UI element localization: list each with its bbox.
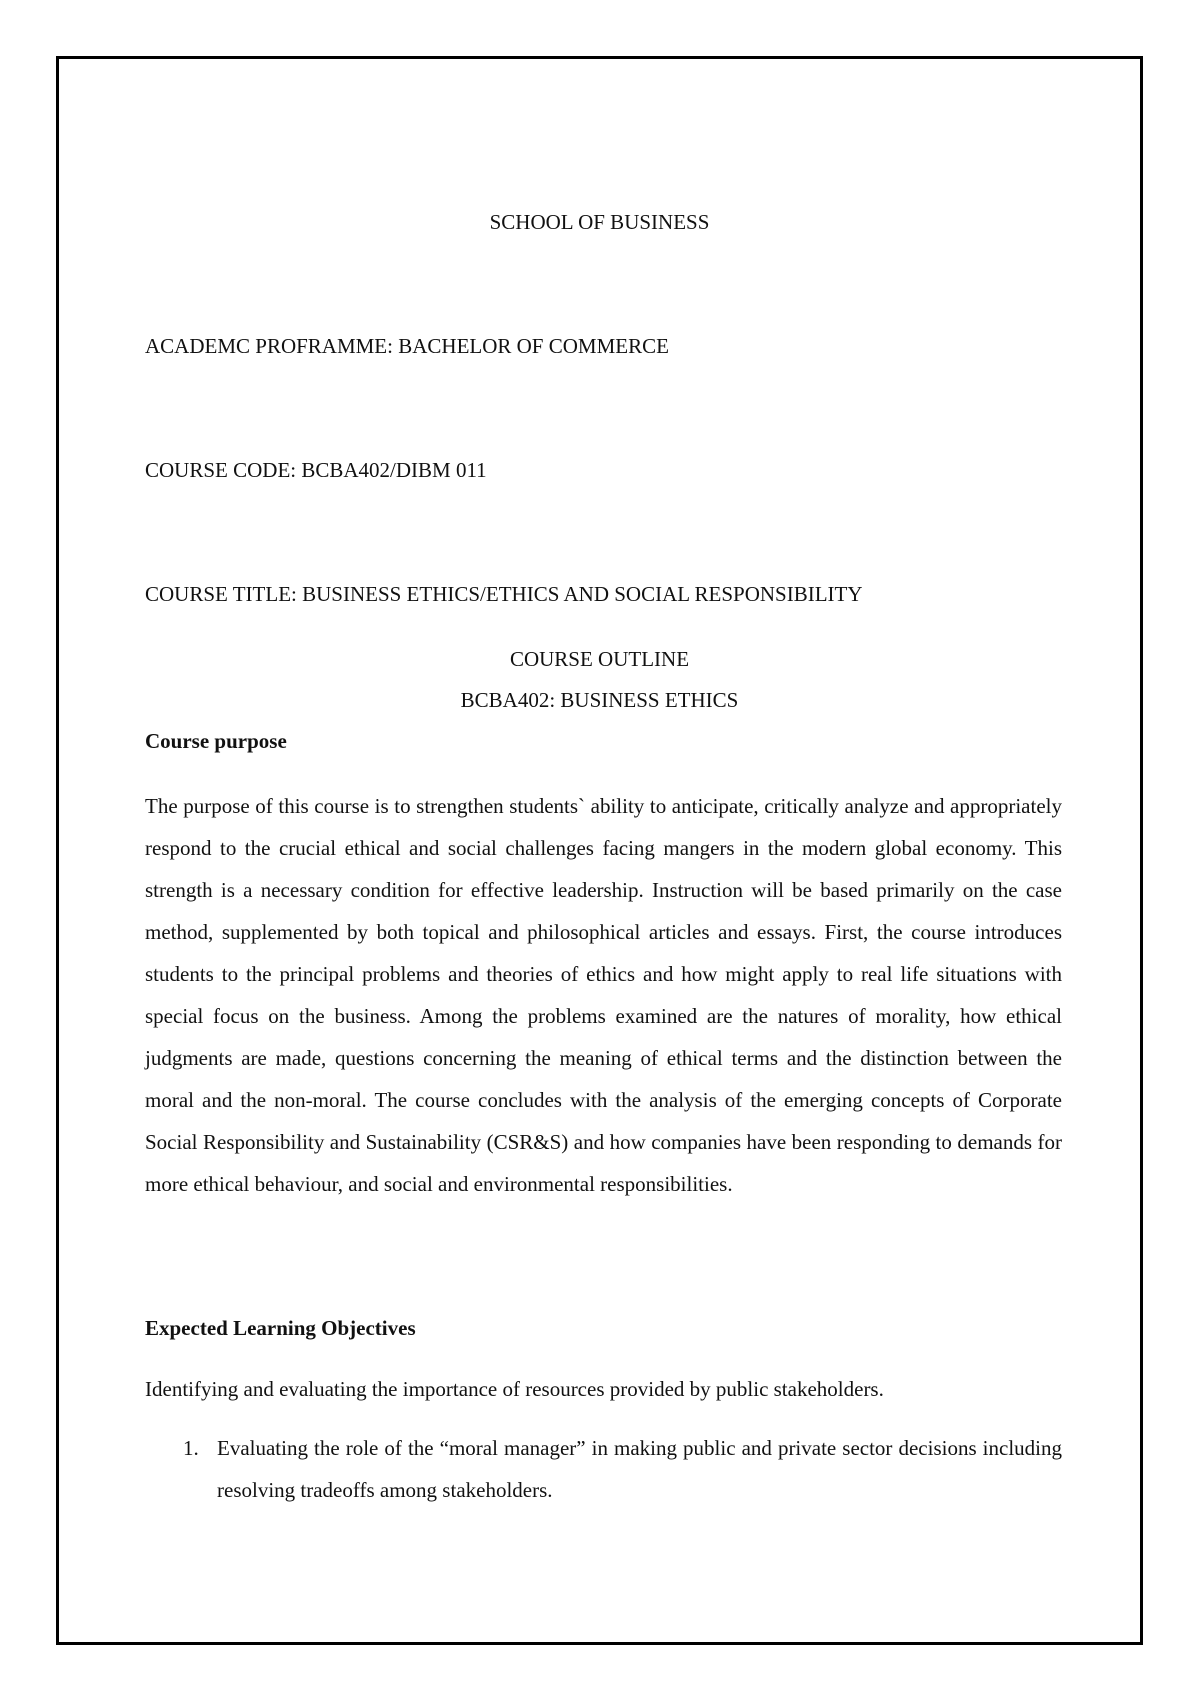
school-title: SCHOOL OF BUSINESS <box>489 210 710 234</box>
course-code-line: COURSE CODE: BCBA402/DIBM 011 <box>145 458 487 482</box>
purpose-heading: Course purpose <box>145 729 287 753</box>
outline-subtitle: BCBA402: BUSINESS ETHICS <box>460 688 739 712</box>
objectives-intro: Identifying and evaluating the importance of resources provided by public stakeholders. <box>145 1377 884 1401</box>
course-title-line: COURSE TITLE: BUSINESS ETHICS/ETHICS AND SOCIAL RESPONSIBILITY <box>145 582 863 606</box>
list-item-text: Evaluating the role of the “moral manager” in making public and private sector decisions including resolving tradeoffs among stakeholders. <box>217 1436 1062 1502</box>
objectives-heading: Expected Learning Objectives <box>145 1316 416 1340</box>
list-item <box>145 1427 1062 1511</box>
outline-heading: COURSE OUTLINE <box>509 647 690 671</box>
purpose-paragraph: The purpose of this course is to strengthen students` ability to anticipate, critically analyze and appropriately respond to the crucial ethical and social challenges facing mangers in the modern global economy. This strength is a necessary condition for effective leadership. Instruction will be based primarily on the case method, supplemented by both topical and philosophical articles and essays. First, the course introduces students to the principal problems and theories of ethics and how might apply to real life situations with special focus on the business. Among the problems examined are the natures of morality, how ethical judgments are made, questions concerning the meaning of ethical terms and the distinction between the moral and the non-moral. The course concludes with the analysis of the emerging concepts of Corporate Social Responsibility and Sustainability (CSR&S) and how companies have been responding to demands for more ethical behaviour, and social and environmental responsibilities. <box>145 794 1062 1196</box>
list-item-number: 1. <box>183 1436 199 1460</box>
programme-line: ACADEMC PROFRAMME: BACHELOR OF COMMERCE <box>145 334 669 358</box>
